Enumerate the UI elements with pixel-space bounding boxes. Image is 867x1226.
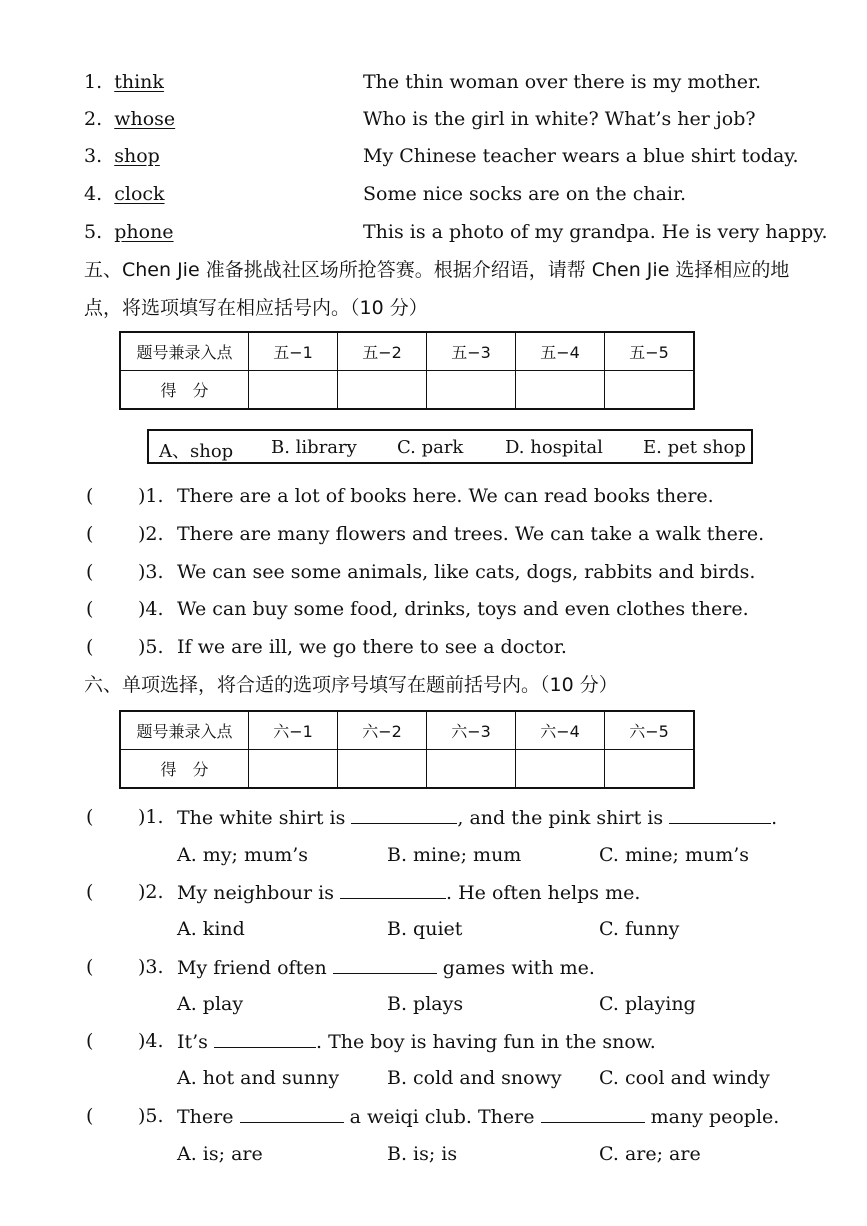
question-text: There are many flowers and trees. We can take a walk there. — [177, 523, 765, 545]
question-number: )5. — [138, 636, 164, 658]
question-number: )1. — [138, 485, 164, 507]
section5-score-table — [119, 331, 695, 410]
answer-paren-open[interactable]: ( — [86, 806, 94, 828]
phonics-word: think — [114, 71, 164, 93]
phonics-item-2 — [84, 107, 175, 131]
option-b: B. library — [271, 437, 357, 458]
score-table-header: 题号兼录入点 — [120, 332, 249, 371]
score-col-4: 六−4 — [516, 711, 605, 750]
score-col-1: 五−1 — [249, 332, 338, 371]
score-input-5[interactable] — [605, 750, 695, 789]
question-number: )2. — [138, 523, 164, 545]
question-number: )4. — [138, 598, 164, 620]
section5-options-box — [147, 429, 753, 464]
score-input-4[interactable] — [516, 371, 605, 410]
score-table-header: 题号兼录入点 — [120, 711, 249, 750]
answer-blank[interactable] — [240, 1104, 344, 1123]
stem-part: The white shirt is — [177, 807, 346, 829]
choice-b[interactable]: B. mine; mum — [387, 844, 522, 866]
answer-blank[interactable] — [214, 1029, 316, 1048]
question-text: There are a lot of books here. We can read books there. — [177, 485, 714, 507]
choice-a[interactable]: A. my; mum’s — [177, 844, 309, 866]
score-col-5: 五−5 — [605, 332, 695, 371]
choice-c[interactable]: C. mine; mum’s — [599, 844, 750, 866]
phonics-item-4 — [84, 182, 165, 206]
choice-c[interactable]: C. cool and windy — [599, 1067, 770, 1089]
stem-part: . — [771, 807, 778, 829]
question-number: )3. — [138, 956, 164, 978]
stem-part: My friend often — [177, 957, 327, 979]
answer-paren-open[interactable]: ( — [86, 485, 94, 507]
stem-part: . He often helps me. — [446, 882, 641, 904]
question-text: If we are ill, we go there to see a doctor. — [177, 636, 567, 658]
choice-c[interactable]: C. funny — [599, 918, 680, 940]
stem-part: There — [177, 1106, 234, 1128]
choice-b[interactable]: B. plays — [387, 993, 464, 1015]
stem-part: a weiqi club. There — [349, 1106, 535, 1128]
question-number: )3. — [138, 561, 164, 583]
phonics-item-1 — [84, 70, 164, 94]
score-col-2: 六−2 — [338, 711, 427, 750]
question-stem — [177, 805, 777, 830]
phonics-item-5 — [84, 220, 174, 244]
section5-title-line2: 点，将选项填写在相应括号内。（10 分） — [84, 297, 428, 319]
item-number: 2. — [84, 108, 103, 130]
score-col-3: 五−3 — [427, 332, 516, 371]
score-input-1[interactable] — [249, 371, 338, 410]
stem-part: My neighbour is — [177, 882, 334, 904]
stem-part: games with me. — [442, 957, 595, 979]
answer-blank[interactable] — [351, 805, 457, 824]
question-text: We can see some animals, like cats, dogs, rabbits and birds. — [177, 561, 756, 583]
score-label: 得 分 — [120, 750, 249, 789]
section6-score-table — [119, 710, 695, 789]
item-number: 1. — [84, 71, 103, 93]
item-number: 3. — [84, 145, 103, 167]
answer-paren-open[interactable]: ( — [86, 956, 94, 978]
stem-part: . The boy is having fun in the snow. — [315, 1031, 656, 1053]
option-a: A、shop — [159, 441, 234, 462]
phonics-sentence-4: Some nice socks are on the chair. — [363, 183, 687, 205]
score-col-1: 六−1 — [249, 711, 338, 750]
score-input-3[interactable] — [427, 750, 516, 789]
answer-paren-open[interactable]: ( — [86, 636, 94, 658]
phonics-word: shop — [114, 145, 160, 167]
question-number: )2. — [138, 881, 164, 903]
question-stem — [177, 955, 595, 980]
phonics-word: phone — [114, 221, 174, 243]
score-input-2[interactable] — [338, 750, 427, 789]
section5-title-line1: 五、Chen Jie 准备挑战社区场所抢答赛。根据介绍语，请帮 Chen Jie 选择相应的地 — [84, 259, 790, 281]
score-input-1[interactable] — [249, 750, 338, 789]
phonics-sentence-1: The thin woman over there is my mother. — [363, 71, 762, 93]
score-input-3[interactable] — [427, 371, 516, 410]
question-number: )4. — [138, 1030, 164, 1052]
answer-paren-open[interactable]: ( — [86, 1105, 94, 1127]
option-c: C. park — [397, 437, 464, 458]
answer-blank[interactable] — [669, 805, 771, 824]
option-d: D. hospital — [505, 437, 603, 458]
choice-b[interactable]: B. is; is — [387, 1143, 458, 1165]
section6-title: 六、单项选择，将合适的选项序号填写在题前括号内。（10 分） — [84, 674, 618, 696]
score-col-2: 五−2 — [338, 332, 427, 371]
choice-b[interactable]: B. cold and snowy — [387, 1067, 562, 1089]
choice-a[interactable]: A. hot and sunny — [177, 1067, 340, 1089]
phonics-item-3 — [84, 144, 160, 168]
answer-blank[interactable] — [541, 1104, 645, 1123]
stem-part: It’s — [177, 1031, 208, 1053]
score-label: 得 分 — [120, 371, 249, 410]
choice-c[interactable]: C. playing — [599, 993, 696, 1015]
choice-c[interactable]: C. are; are — [599, 1143, 701, 1165]
phonics-sentence-2: Who is the girl in white? What’s her job? — [363, 108, 756, 130]
answer-paren-open[interactable]: ( — [86, 523, 94, 545]
item-number: 4. — [84, 183, 103, 205]
phonics-word: whose — [114, 108, 176, 130]
question-stem — [177, 1104, 779, 1129]
stem-part: , and the pink shirt is — [457, 807, 664, 829]
choice-a[interactable]: A. play — [177, 993, 244, 1015]
question-stem — [177, 1029, 656, 1054]
question-stem — [177, 880, 640, 905]
score-input-2[interactable] — [338, 371, 427, 410]
answer-paren-open[interactable]: ( — [86, 598, 94, 620]
score-col-4: 五−4 — [516, 332, 605, 371]
answer-blank[interactable] — [333, 955, 437, 974]
score-input-4[interactable] — [516, 750, 605, 789]
question-text: We can buy some food, drinks, toys and even clothes there. — [177, 598, 749, 620]
question-number: )1. — [138, 806, 164, 828]
score-col-3: 六−3 — [427, 711, 516, 750]
phonics-sentence-5: This is a photo of my grandpa. He is very happy. — [363, 221, 828, 243]
answer-paren-open[interactable]: ( — [86, 561, 94, 583]
phonics-sentence-3: My Chinese teacher wears a blue shirt today. — [363, 145, 799, 167]
choice-a[interactable]: A. is; are — [177, 1143, 263, 1165]
choice-b[interactable]: B. quiet — [387, 918, 463, 940]
answer-paren-open[interactable]: ( — [86, 881, 94, 903]
choice-a[interactable]: A. kind — [177, 918, 245, 940]
score-col-5: 六−5 — [605, 711, 695, 750]
score-input-5[interactable] — [605, 371, 695, 410]
phonics-word: clock — [114, 183, 165, 205]
item-number: 5. — [84, 221, 103, 243]
option-e: E. pet shop — [643, 437, 746, 458]
answer-blank[interactable] — [340, 880, 446, 899]
answer-paren-open[interactable]: ( — [86, 1030, 94, 1052]
stem-part: many people. — [650, 1106, 780, 1128]
question-number: )5. — [138, 1105, 164, 1127]
